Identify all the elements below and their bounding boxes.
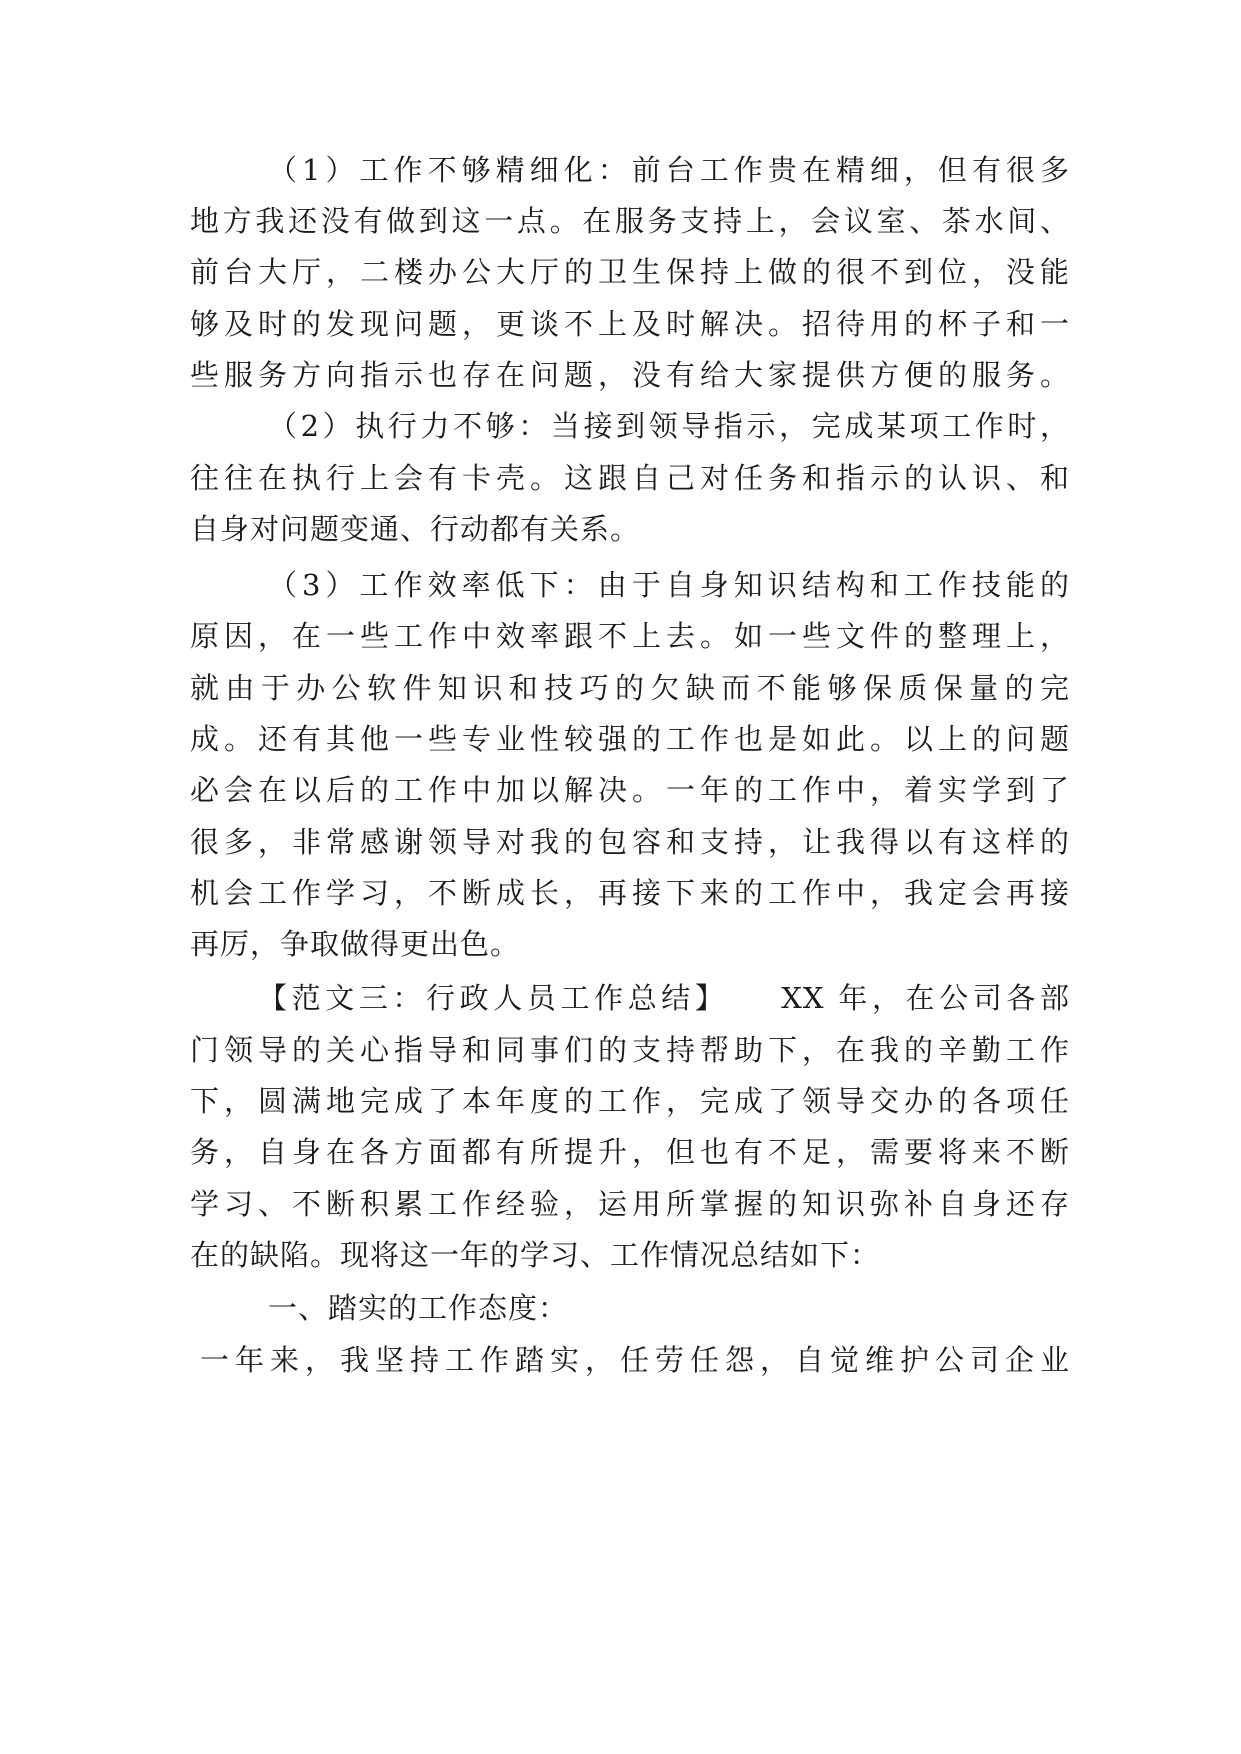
paragraph-line: 地方我还没有做到这一点。在服务支持上，会议室、茶水间、: [190, 204, 1070, 238]
paragraph-line: 在的缺陷。现将这一年的学习、工作情况总结如下：: [190, 1238, 881, 1272]
paragraph-line: 自身对问题变通、行动都有关系。: [190, 512, 641, 546]
paragraph-line: （1）工作不够精细化：前台工作贵在精细，但有很多: [268, 153, 1070, 187]
paragraph-line: 必会在以后的工作中加以解决。一年的工作中，着实学到了: [190, 773, 1070, 807]
paragraph-line: 下，圆满地完成了本年度的工作，完成了领导交办的各项任: [190, 1084, 1070, 1118]
paragraph-line: 就由于办公软件知识和技巧的欠缺而不能够保质保量的完: [190, 671, 1070, 705]
paragraph-line: 够及时的发现问题，更谈不上及时解决。招待用的杯子和一: [190, 307, 1070, 341]
paragraph-line: 些服务方向指示也存在问题，没有给大家提供方便的服务。: [190, 358, 1070, 392]
paragraph-line: 一年来，我坚持工作踏实，任劳任怨，自觉维护公司企业: [200, 1343, 1070, 1377]
subheading-line: 一、踏实的工作态度：: [268, 1291, 569, 1325]
paragraph-line: 再厉，争取做得更出色。: [190, 927, 521, 961]
paragraph-line: （3）工作效率低下：由于自身知识结构和工作技能的: [268, 568, 1070, 602]
paragraph-line: 很多，非常感谢领导对我的包容和支持，让我得以有这样的: [190, 825, 1070, 859]
paragraph-line: 门领导的关心指导和同事们的支持帮助下，在我的辛勤工作: [190, 1033, 1070, 1067]
paragraph-line: 原因，在一些工作中效率跟不上去。如一些文件的整理上，: [190, 619, 1070, 653]
paragraph-line: 前台大厅，二楼办公大厅的卫生保持上做的很不到位，没能: [190, 255, 1070, 289]
paragraph-line: （2）执行力不够：当接到领导指示，完成某项工作时，: [268, 409, 1070, 443]
paragraph-line: 务，自身在各方面都有所提升，但也有不足，需要将来不断: [190, 1135, 1070, 1169]
paragraph-line: 成。还有其他一些专业性较强的工作也是如此。以上的问题: [190, 722, 1070, 756]
paragraph-line: 机会工作学习，不断成长，再接下来的工作中，我定会再接: [190, 876, 1070, 910]
paragraph-line: 学习、不断积累工作经验，运用所掌握的知识弥补自身还存: [190, 1187, 1070, 1221]
section-title-line: 【范文三：行政人员工作总结】 XX 年，在公司各部: [258, 981, 1070, 1015]
paragraph-line: 往往在执行上会有卡壳。这跟自己对任务和指示的认识、和: [190, 461, 1070, 495]
